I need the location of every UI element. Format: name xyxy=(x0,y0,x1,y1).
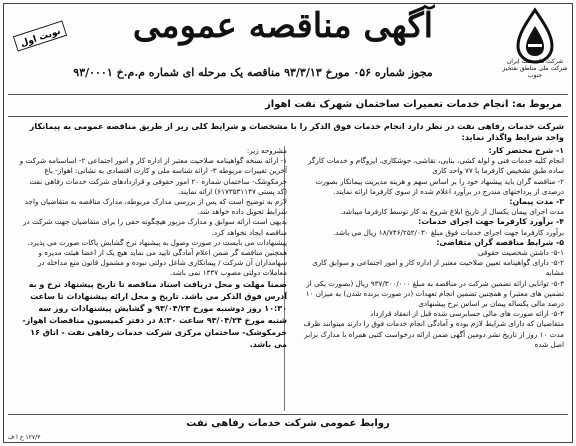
right-paragraph: متقاضیان که دارای شرایط لازم بوده و آمادگی انجام خدمات فوق را دارند میتوانند ظرف مدت ۱۰ روز از تاریخ نشر دومین آگهی ضمن ارائه درخواست کتبی همراه با مدارک برابر اصل شده xyxy=(303,319,564,349)
left-paragraph: مشروحه زیر: xyxy=(246,146,287,155)
footer-signature: روابط عمومی شرکت خدمات رفاهی نفت xyxy=(186,418,390,429)
right-paragraph: ۵-۱- داشتن شخصیت حقوقی xyxy=(478,248,564,258)
notice-topic: مربوط به: انجام خدمات تعمیرات ساختمان شهرک نفت اهواز xyxy=(265,99,562,110)
right-paragraph: ۱- شرح مختصر کار: xyxy=(488,146,564,155)
notice-intro: شرکت خدمات رفاهی نفت در نظر دارد انجام خدمات فوق الذکر را با مشخصات و شرایط کلی زیر از طریق مناقصه عمومی به پیمانکار واجد شرایط واگذار نماید: xyxy=(29,121,564,142)
badge-text: نوبت اول xyxy=(19,26,62,50)
right-paragraph: ۴- برآورد کارفرما جهت اجرای خدمات: xyxy=(418,217,564,227)
left-paragraph: لازم به توضیح است که پس از بررسی مدارک مربوطه، مدارک مناقصه به متقاضیان واجد شرایط تحویل داده خواهد شد. xyxy=(24,197,287,217)
left-paragraph: بدیهی است ارائه سوابق و مدارک مزبور هیچگونه حقی را برای متقاضیان جهت شرکت در مناقصه ایجاد نخواهد کرد. xyxy=(23,217,287,237)
first-round-badge xyxy=(13,20,67,51)
right-paragraph: ۵-۴- ارائه صورت های مالی حسابرسی شده قبل از انعقاد قرارداد xyxy=(370,309,564,319)
right-paragraph: ۵-۲- دارای گواهینامه تعیین صلاحیت معتبر از اداره کار و امور اجتماعی و سوابق کاری مشابه xyxy=(312,258,564,278)
right-paragraph: ۵- شرایط مناقصه گران متقاضی: xyxy=(436,237,564,247)
right-paragraph: انجام کلیه خدمات فنی و لوله کشی، بنایی، نقاشی، جوشکاری، ایزوگام و خدمات کارگر ساده طبق تشخیص کارفرما با ۷۷ واحد کاری xyxy=(307,156,564,176)
deadline-paragraph: ضمنا مهلت و محل دریافت اسناد مناقصه تا تاریخ پیشنهاد نرخ و به آدرس فوق الذکر می باشد. تاریخ و محل ارائه پیشنهادات تا ساعت ۱۰:۳۰ روز دوشنبه مورخ ۹۳/۰۴/۲۳ و گشایش پیشنهادات روز سه شنبه مورخ ۹۳/۰۴/۲۴ ساعت ۸:۳۰ در دفتر کمیسیون مناقصات اهواز- خرمکوشک- ساختمان مرکزی شرکت خدمات رفاهی نفت - اتاق ۱۶ می باشد. xyxy=(22,279,287,349)
notice-code: ۱۲۷/۳ خ ا ف xyxy=(8,434,41,441)
right-paragraph: ۲- مناقصه گران باید پیشنهاد خود را بر اساس سهم و هزینه مدیریت پیمانکار بصورت درصدی از پرداختهای مندرج در برآورد اعلام شده از سوی کارفرما ارائه نمایند. xyxy=(315,176,564,196)
left-paragraph: ۱- ارائه نسخه گواهینامه صلاحیت معتبر از اداره کار و امور اجتماعی ۲- اساسنامه شرکت و آخرین تغییرات مربوطه ۳- ارائه شناسه ملی و کارت اقتصادی به نشانی: اهواز- باغ خرمکوشک- ساختمان شماره ۲۰ امور حقوقی و قراردادهای شرکت خدمات رفاهی نفت (کد پستی ۶۱۷۳۵۳۱۱۴۷) ارائه نمایند. xyxy=(19,156,287,196)
left-column xyxy=(19,146,287,351)
right-paragraph: مدت اجرای پیمان یکسال از تاریخ ابلاغ شروع به کار توسط کارفرما میباشد. xyxy=(340,207,564,217)
left-paragraph: پیشنهادات می بایست در صورت وصول به پیشنهاد نرخ گشایش پاکات صورت می پذیرد. xyxy=(27,237,287,247)
right-paragraph: ۳- مدت پیمان: xyxy=(509,197,564,207)
divider xyxy=(8,94,568,95)
right-column xyxy=(299,146,564,350)
divider xyxy=(8,414,568,415)
right-paragraph: ۵-۳- توانایی ارائه تضمین شرکت در مناقصه به مبلغ ۹۳۷/۳۰۰/۰۰۰ ریال (بصورت یکی از تضمین های معتبر) و همچنین تضمین انجام تعهدات (در صورت برنده شدن) به میزان ۱۰ درصد مالی یکساله پیمان بر اساس نرخ پیشنهادی xyxy=(305,278,564,309)
divider xyxy=(8,116,568,117)
left-paragraph: همچنین مناقصه گر ضمن اعلام آمادگی تایید می نماید هیچ یک از اعضا هیئت مدیره و سهامداران آن شرکت / پیمانکاری شاغل دولتی نبوده و مشمول قانون منع مداخله در معاملات دولتی مصوب ۱۳۳۷ نمی باشد. xyxy=(37,248,287,278)
header xyxy=(0,0,576,92)
permit-line: مجوز شماره ۰۵۶ مورخ ۹۳/۳/۱۳ مناقصه یک مرحله ای شماره م.م.خ ۹۳/۰۰۰۱ xyxy=(73,66,433,79)
logo-caption: شرکت ملی نفت ایران شرکت ملی مناطق نفتخیز جنوب xyxy=(502,58,568,79)
right-paragraph: برآورد کارفرما جهت اجرای خدمات فوق مبلغ ۱۸/۷۴۶/۲۵۲/۰۳۰ ریال می باشد. xyxy=(332,227,564,237)
notice-title: آگهی مناقصه عمومی xyxy=(132,6,434,46)
